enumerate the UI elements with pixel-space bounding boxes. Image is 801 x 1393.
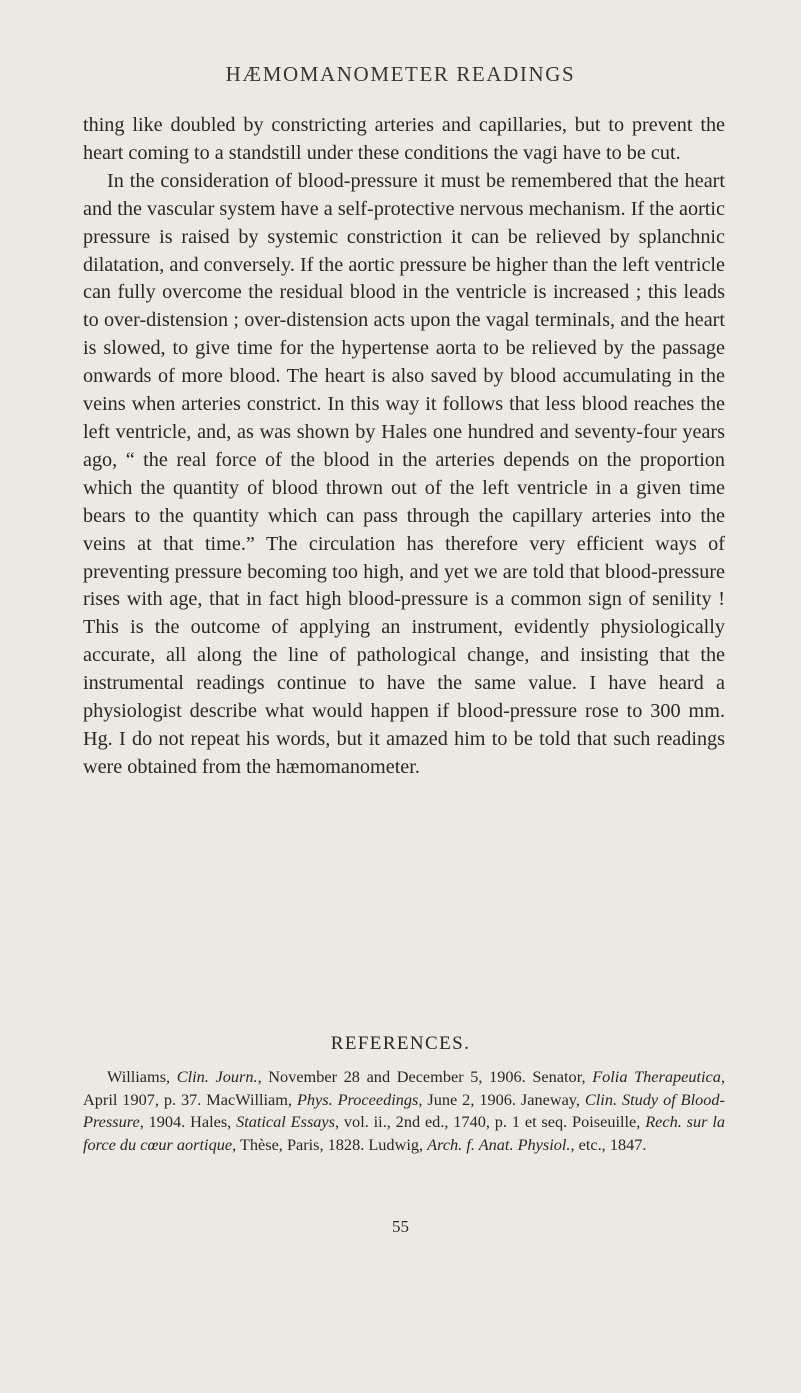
ref-segment: , vol. ii., 2nd ed., 1740, p. 1 et seq. Poiseuille, <box>335 1112 646 1132</box>
ref-segment: , June 2, 1906. Janeway, <box>418 1089 585 1109</box>
body-text <box>83 112 725 782</box>
ref-segment: , etc., 1847. <box>570 1134 647 1154</box>
references-heading: REFERENCES. <box>330 1033 471 1054</box>
paragraph-continuation: thing like doubled by constricting arteries and capillaries, but to prevent the heart coming to a standstill under these conditions the vagi have to be cut. <box>83 114 725 164</box>
ref-title: Rech. sur la force du cœur aortique <box>83 1112 725 1154</box>
ref-title: Arch. f. Anat. Physiol. <box>427 1134 571 1154</box>
paragraph-blood-pressure: In the consideration of blood-pressure it must be remembered that the heart and the vascular system have a self-protective nervous mechanism. If the aortic pressure is raised by systemic constriction it can be relieved by splanchnic dilatation, and conversely. If the aortic pressure be higher than the left ventricle can fully overcome the residual blood in the ventricle is increased ; this leads to over-distension ; over-distension acts upon the vagal terminals, and the heart is slowed, to give time for the hypertense aorta to be relieved by the passage onwards of more blood. The heart is also saved by blood accumulating in the veins when arteries constrict. In this way it follows that less blood reaches the left ventricle, and, as was shown by Hales one hundred and seventy-four years ago, “ the real force of the blood in the arteries depends on the proportion which the quantity of blood thrown out of the left ventricle in a given time bears to the quantity which can pass through the capillary arteries into the veins at that time.” The circulation has therefore very efficient ways of preventing pressure becoming too high, and yet we are told that blood-pressure rises with age, that in fact high blood-pressure is a common sign of senility ! This is the outcome of applying an instrument, evidently physiologically accurate, all along the line of pathological change, and insisting that the instrumental readings continue to have the same value. I have heard a physiologist describe what would happen if blood-pressure rose to 300 mm. Hg. I do not repeat his words, but it amazed him to be told that such readings were obtained from the hæmomanometer. <box>83 169 725 778</box>
ref-title: Statical Essays <box>236 1112 335 1132</box>
ref-title: Folia Therapeutica <box>592 1067 721 1086</box>
ref-segment: , 1904. Hales, <box>139 1112 237 1132</box>
references-list <box>83 1066 725 1156</box>
ref-segment: , November 28 and December 5, 1906. Senator, <box>257 1067 593 1086</box>
running-head: HÆMOMANOMETER READINGS <box>225 62 576 86</box>
ref-title: Phys. Proceedings <box>296 1089 419 1109</box>
ref-segment: , Thèse, Paris, 1828. Ludwig, <box>232 1134 428 1154</box>
ref-segment: Williams, <box>107 1067 177 1086</box>
ref-segment: , April 1907, p. 37. MacWilliam, <box>83 1067 726 1109</box>
ref-title: Clin. Journ. <box>176 1067 258 1086</box>
ref-title: Clin. Study of Blood-Pressure <box>83 1089 725 1132</box>
page-number: 55 <box>392 1217 409 1236</box>
